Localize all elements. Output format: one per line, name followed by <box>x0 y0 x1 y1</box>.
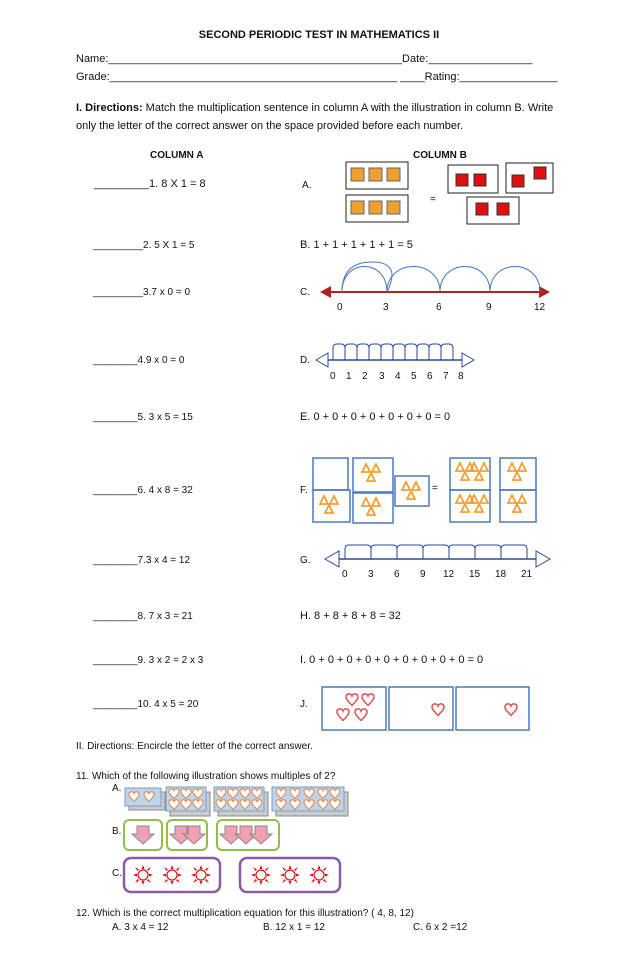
column-b-header: COLUMN B <box>413 150 467 161</box>
nl-d-label: 7 <box>443 371 449 382</box>
nl-g-label: 18 <box>495 569 507 580</box>
nl-d-label: 4 <box>395 371 401 382</box>
part2-directions: II. Directions: Encircle the letter of the correct answer. <box>76 741 313 752</box>
nl-d-label: 6 <box>427 371 433 382</box>
item-9: ________9. 3 x 2 = 2 x 3 <box>93 655 204 666</box>
nl-d-label: 1 <box>346 371 352 382</box>
nl-c-label: 12 <box>534 302 546 313</box>
answer-i: I. 0 + 0 + 0 + 0 + 0 + 0 + 0 + 0 + 0 = 0 <box>300 654 484 666</box>
item-3: _________3.7 x 0 = 0 <box>93 287 191 298</box>
question-11: 11. Which of the following illustration shows multiples of 2? <box>76 771 336 782</box>
nl-c-label: 9 <box>486 302 492 313</box>
answer-h: H. 8 + 8 + 8 + 8 = 32 <box>300 610 401 622</box>
nl-g-label: 3 <box>368 569 374 580</box>
item-5: ________5. 3 x 5 = 15 <box>93 412 193 423</box>
nl-c-label: 0 <box>337 302 343 313</box>
directions-text-1: Match the multiplication sentence in column A with the illustration in column B. Write <box>142 102 554 114</box>
nl-d-label: 5 <box>411 371 417 382</box>
answer-d: D. <box>300 355 310 366</box>
q11-option-c: C. <box>112 868 122 879</box>
nl-g-label: 0 <box>342 569 348 580</box>
nl-c-label: 6 <box>436 302 442 313</box>
equals-sign-a: = <box>430 194 436 205</box>
answer-j: J. <box>300 699 308 710</box>
nl-g-label: 21 <box>521 569 533 580</box>
nl-d-label: 3 <box>379 371 385 382</box>
item-4: ________4.9 x 0 = 0 <box>93 355 185 366</box>
item-10: ________10. 4 x 5 = 20 <box>93 699 199 710</box>
nl-g-label: 6 <box>394 569 400 580</box>
nl-c-label: 3 <box>383 302 389 313</box>
q12-option-b: B. 12 x 1 = 12 <box>263 922 325 933</box>
item-6: ________6. 4 x 8 = 32 <box>93 485 193 496</box>
answer-a: A. <box>302 180 312 191</box>
q12-option-a: A. 3 x 4 = 12 <box>112 922 169 933</box>
answer-e: E. 0 + 0 + 0 + 0 + 0 + 0 + 0 = 0 <box>300 411 451 423</box>
nl-g-label: 15 <box>469 569 481 580</box>
directions-label: I. Directions: <box>76 102 143 114</box>
directions-text-2: only the letter of the correct answer on the space provided before each number. <box>76 120 464 132</box>
answer-g: G. <box>300 555 311 566</box>
name-date-line: Name:________________________________________________Date:_________________ <box>76 53 533 65</box>
nl-d-label: 8 <box>458 371 464 382</box>
nl-d-label: 2 <box>362 371 368 382</box>
column-a-header: COLUMN A <box>150 150 204 161</box>
item-7: ________7.3 x 4 = 12 <box>93 555 191 566</box>
page-title: SECOND PERIODIC TEST IN MATHEMATICS II <box>198 29 440 41</box>
answer-c: C. <box>300 287 310 298</box>
q11a-boxes <box>125 787 348 816</box>
nl-g-label: 9 <box>420 569 426 580</box>
q11-option-b: B. <box>112 826 122 837</box>
q11b-boxes <box>124 820 279 850</box>
q12-option-c: C. 6 x 2 =12 <box>413 922 468 933</box>
equals-sign-f: = <box>432 483 438 494</box>
item-8: ________8. 7 x 3 = 21 <box>93 611 193 622</box>
item-2: _________2. 5 X 1 = 5 <box>93 240 195 251</box>
nl-d-label: 0 <box>330 371 336 382</box>
item-1: _________1. 8 X 1 = 8 <box>94 178 206 190</box>
q11c-boxes <box>124 858 340 892</box>
nl-g-label: 12 <box>443 569 455 580</box>
question-12: 12. Which is the correct multiplication equation for this illustration? ( 4, 8, 12) <box>76 908 414 919</box>
q11-option-a: A. <box>112 783 122 794</box>
answer-b: B. 1 + 1 + 1 + 1 + 1 = 5 <box>300 239 413 251</box>
answer-f: F. <box>300 485 308 496</box>
grade-rating-line: Grade:_______________________________________________ ____Rating:________________ <box>76 71 558 83</box>
